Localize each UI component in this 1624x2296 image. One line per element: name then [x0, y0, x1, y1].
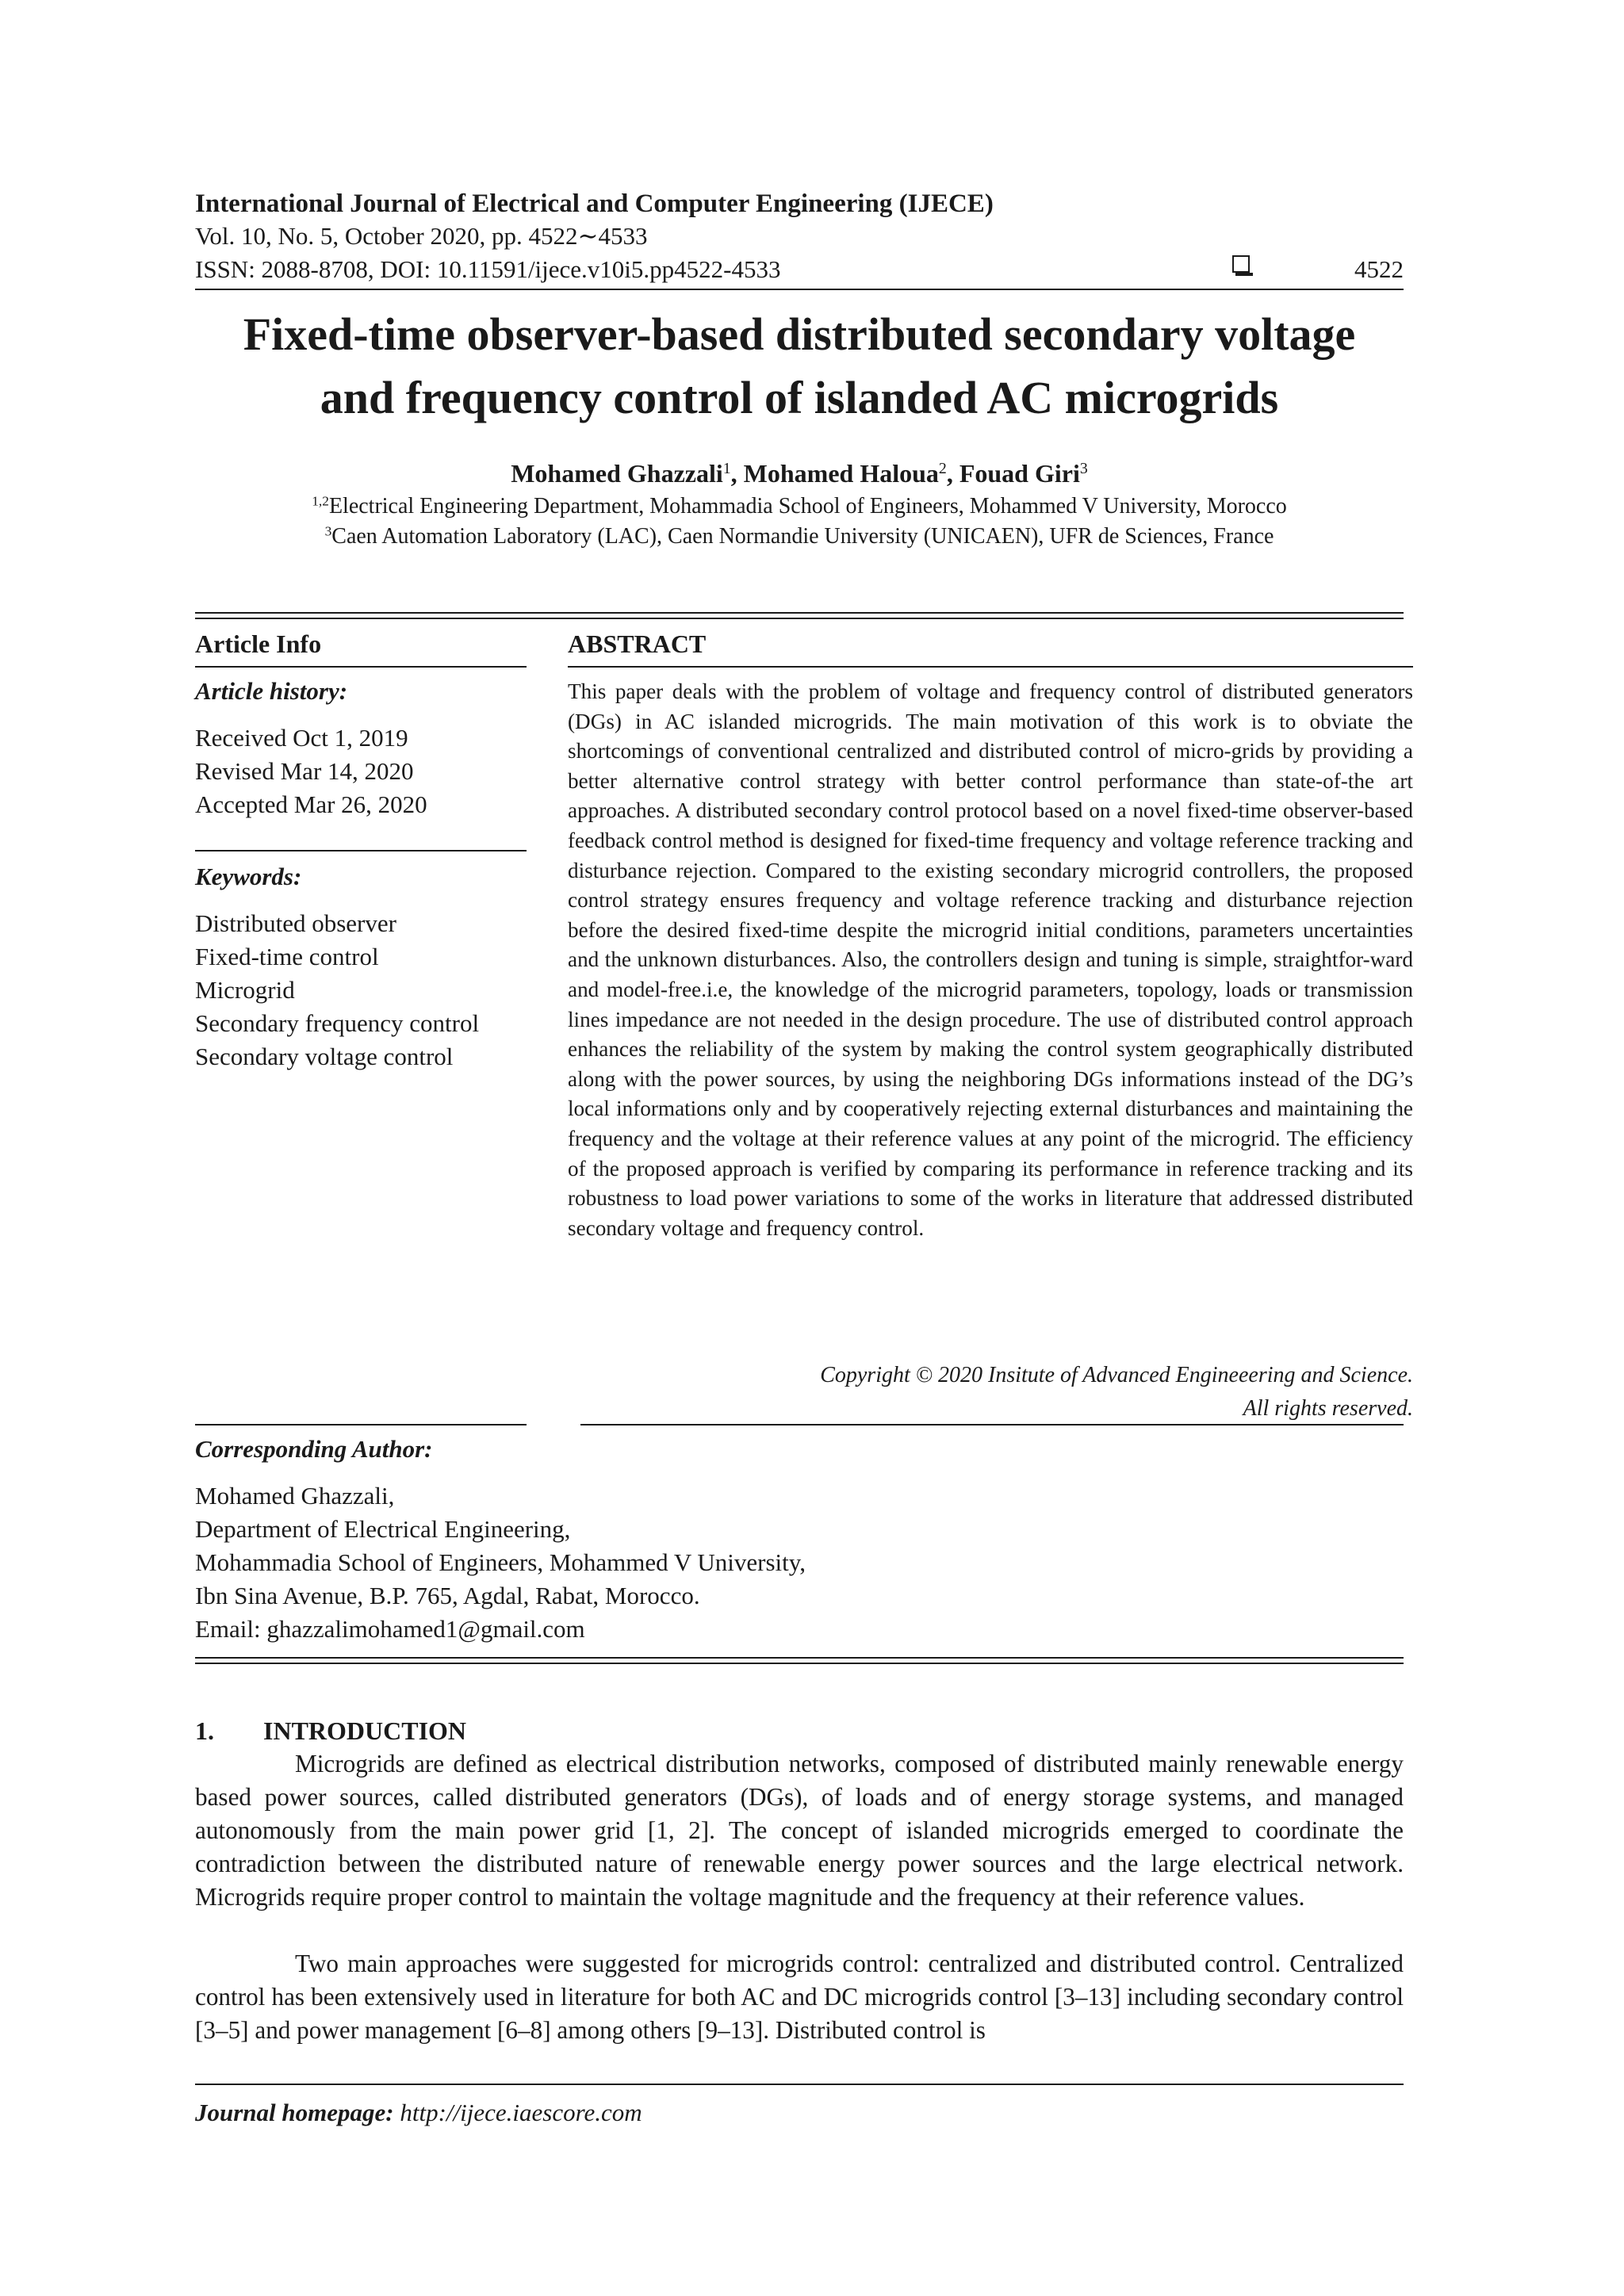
affiliation-sup: 1,2	[312, 493, 329, 509]
abstract-text: This paper deals with the problem of voltage and frequency control of distributed generators (DGs) in AC islanded microgrids. The main motivation of this work is to obviate the shortcomings of conventional centralized and distributed control of micro-grids by providing a better alternative control strategy with better control performance than state-of-the art approaches. A distributed secondary control protocol based on a novel fixed-time observer-based feedback control method is designed for fixed-time frequency and voltage reference tracking and disturbance rejection. Compared to the existing secondary microgrid controllers, the proposed control strategy ensures frequency and voltage reference tracking and disturbance rejection before the desired fixed-time despite the microgrid initial conditions, parameters uncertainties and the unknown disturbances. Also, the controllers design and tuning is simple, straightfor-ward and model-free.i.e, the knowledge of the microgrid parameters, topology, loads or transmission lines impedance are not needed in the design procedure. The use of distributed control approach enhances the reliability of the system by making the control system geographically distributed along with the power sources, by using the neighboring DGs informations instead of the DG’s local informations only and by cooperatively rejecting external disturbances and maintaining the frequency and the voltage at their reference values at any point of the microgrid. The efficiency of the proposed approach is verified by comparing its performance in reference tracking and its robustness to load power variations to some of the works in literature that addressed distributed secondary voltage and frequency control.	[568, 679, 1413, 1240]
copyright-rule	[580, 1424, 1404, 1425]
history-item: Accepted Mar 26, 2020	[195, 790, 427, 818]
homepage-link[interactable]: http://ijece.iaescore.com	[400, 2099, 642, 2126]
info-top-rule	[195, 618, 1404, 619]
corresponding-heading: Corresponding Author:	[195, 1435, 433, 1463]
body-paragraph: Microgrids are defined as electrical distribution networks, composed of distributed mainly renewable energy based power sources, called distributed generators (DGs), of loads and of energy storage systems, and managed autonomously from the main power grid [1, 2]. The concept of islanded microgrids emerged to coordinate the contradiction between the distributed nature of renewable energy power sources and the large electrical network. Microgrids require proper control to maintain the voltage magnitude and the frequency at their reference values.	[195, 1750, 1404, 1911]
paper-title	[195, 303, 1404, 430]
author-sup: 3	[1079, 460, 1088, 478]
corresponding-email: Email: ghazzalimohamed1@gmail.com	[195, 1615, 585, 1643]
homepage-label: Journal homepage:	[195, 2099, 394, 2126]
affiliation-sup: 3	[324, 523, 332, 539]
info-bottom-rule	[195, 1663, 1404, 1664]
author-list: Mohamed Ghazzali$^1$, Mohamed Haloua$^2$, Fouad Giri$^3$	[511, 459, 1088, 488]
keyword-item: Secondary voltage control	[195, 1043, 454, 1070]
affiliation-text: Electrical Engineering Department, Mohammadia School of Engineers, Mohammed V University, Morocco	[328, 494, 1287, 519]
author-name: Mohamed Haloua	[743, 459, 939, 488]
history-item: Revised Mar 14, 2020	[195, 757, 414, 785]
title-line: and frequency control of islanded AC microgrids	[320, 372, 1279, 423]
info-top-rule	[195, 612, 1404, 614]
affiliation-text: Caen Automation Laboratory (LAC), Caen Normandie University (UNICAEN), UFR de Sciences, France	[331, 524, 1274, 549]
corresponding-line: Department of Electrical Engineering,	[195, 1515, 571, 1543]
author-name: Mohamed Ghazzali	[511, 459, 723, 488]
author-name: Fouad Giri	[959, 459, 1080, 488]
section-heading	[195, 1714, 466, 1747]
title-line: Fixed-time observer-based distributed secondary voltage	[243, 308, 1356, 360]
journal-volume: Vol. 10, No. 5, October 2020, pp. 4522∼4533	[195, 222, 648, 250]
keyword-item: Distributed observer	[195, 909, 396, 937]
journal-name: International Journal of Electrical and Computer Engineering (IJECE)	[195, 189, 994, 218]
body-paragraph: Two main approaches were suggested for microgrids control: centralized and distributed control. Centralized control has been extensively used in literature for both AC and DC microgrids control [3–13] including secondary control [3–5] and power management [6–8] among others [9–13]. Distributed control is	[195, 1950, 1404, 2044]
footer-rule	[195, 2084, 1404, 2085]
info-bottom-rule	[195, 1657, 1404, 1659]
article-info-heading: Article Info	[195, 629, 322, 658]
page-number: 4522	[1354, 255, 1404, 283]
history-item: Received Oct 1, 2019	[195, 724, 408, 752]
header-rule	[195, 289, 1404, 290]
copyright-line: All rights reserved.	[1243, 1396, 1413, 1421]
article-history-heading: Article history:	[195, 677, 348, 705]
keywords-rule	[195, 850, 527, 851]
keywords-heading: Keywords:	[195, 863, 302, 890]
copyright-notice	[568, 1359, 1413, 1425]
keyword-item: Secondary frequency control	[195, 1009, 480, 1037]
abstract-rule	[568, 666, 1413, 668]
corresponding-line: Mohammadia School of Engineers, Mohammed V University,	[195, 1548, 806, 1576]
section-number: 1.	[195, 1716, 214, 1745]
keyword-item: Fixed-time control	[195, 943, 379, 970]
affiliation	[195, 522, 1404, 552]
copyright-line: Copyright © 2020 Insitute of Advanced Engineeering and Science.	[820, 1363, 1413, 1387]
author-sup: 2	[938, 460, 947, 478]
section-title: INTRODUCTION	[263, 1716, 467, 1745]
abstract-heading: ABSTRACT	[568, 629, 707, 658]
square-icon	[1232, 255, 1250, 273]
keyword-item: Microgrid	[195, 976, 295, 1004]
journal-issn-doi: ISSN: 2088-8708, DOI: 10.11591/ijece.v10i5.pp4522-4533	[195, 255, 781, 283]
affiliation	[195, 492, 1404, 522]
article-info-rule	[195, 666, 527, 668]
corresponding-line: Mohamed Ghazzali,	[195, 1482, 395, 1510]
corresponding-rule	[195, 1424, 527, 1425]
journal-homepage	[195, 2096, 642, 2130]
corresponding-line: Ibn Sina Avenue, B.P. 765, Agdal, Rabat, Morocco.	[195, 1582, 700, 1609]
author-sup: 1	[722, 460, 731, 478]
